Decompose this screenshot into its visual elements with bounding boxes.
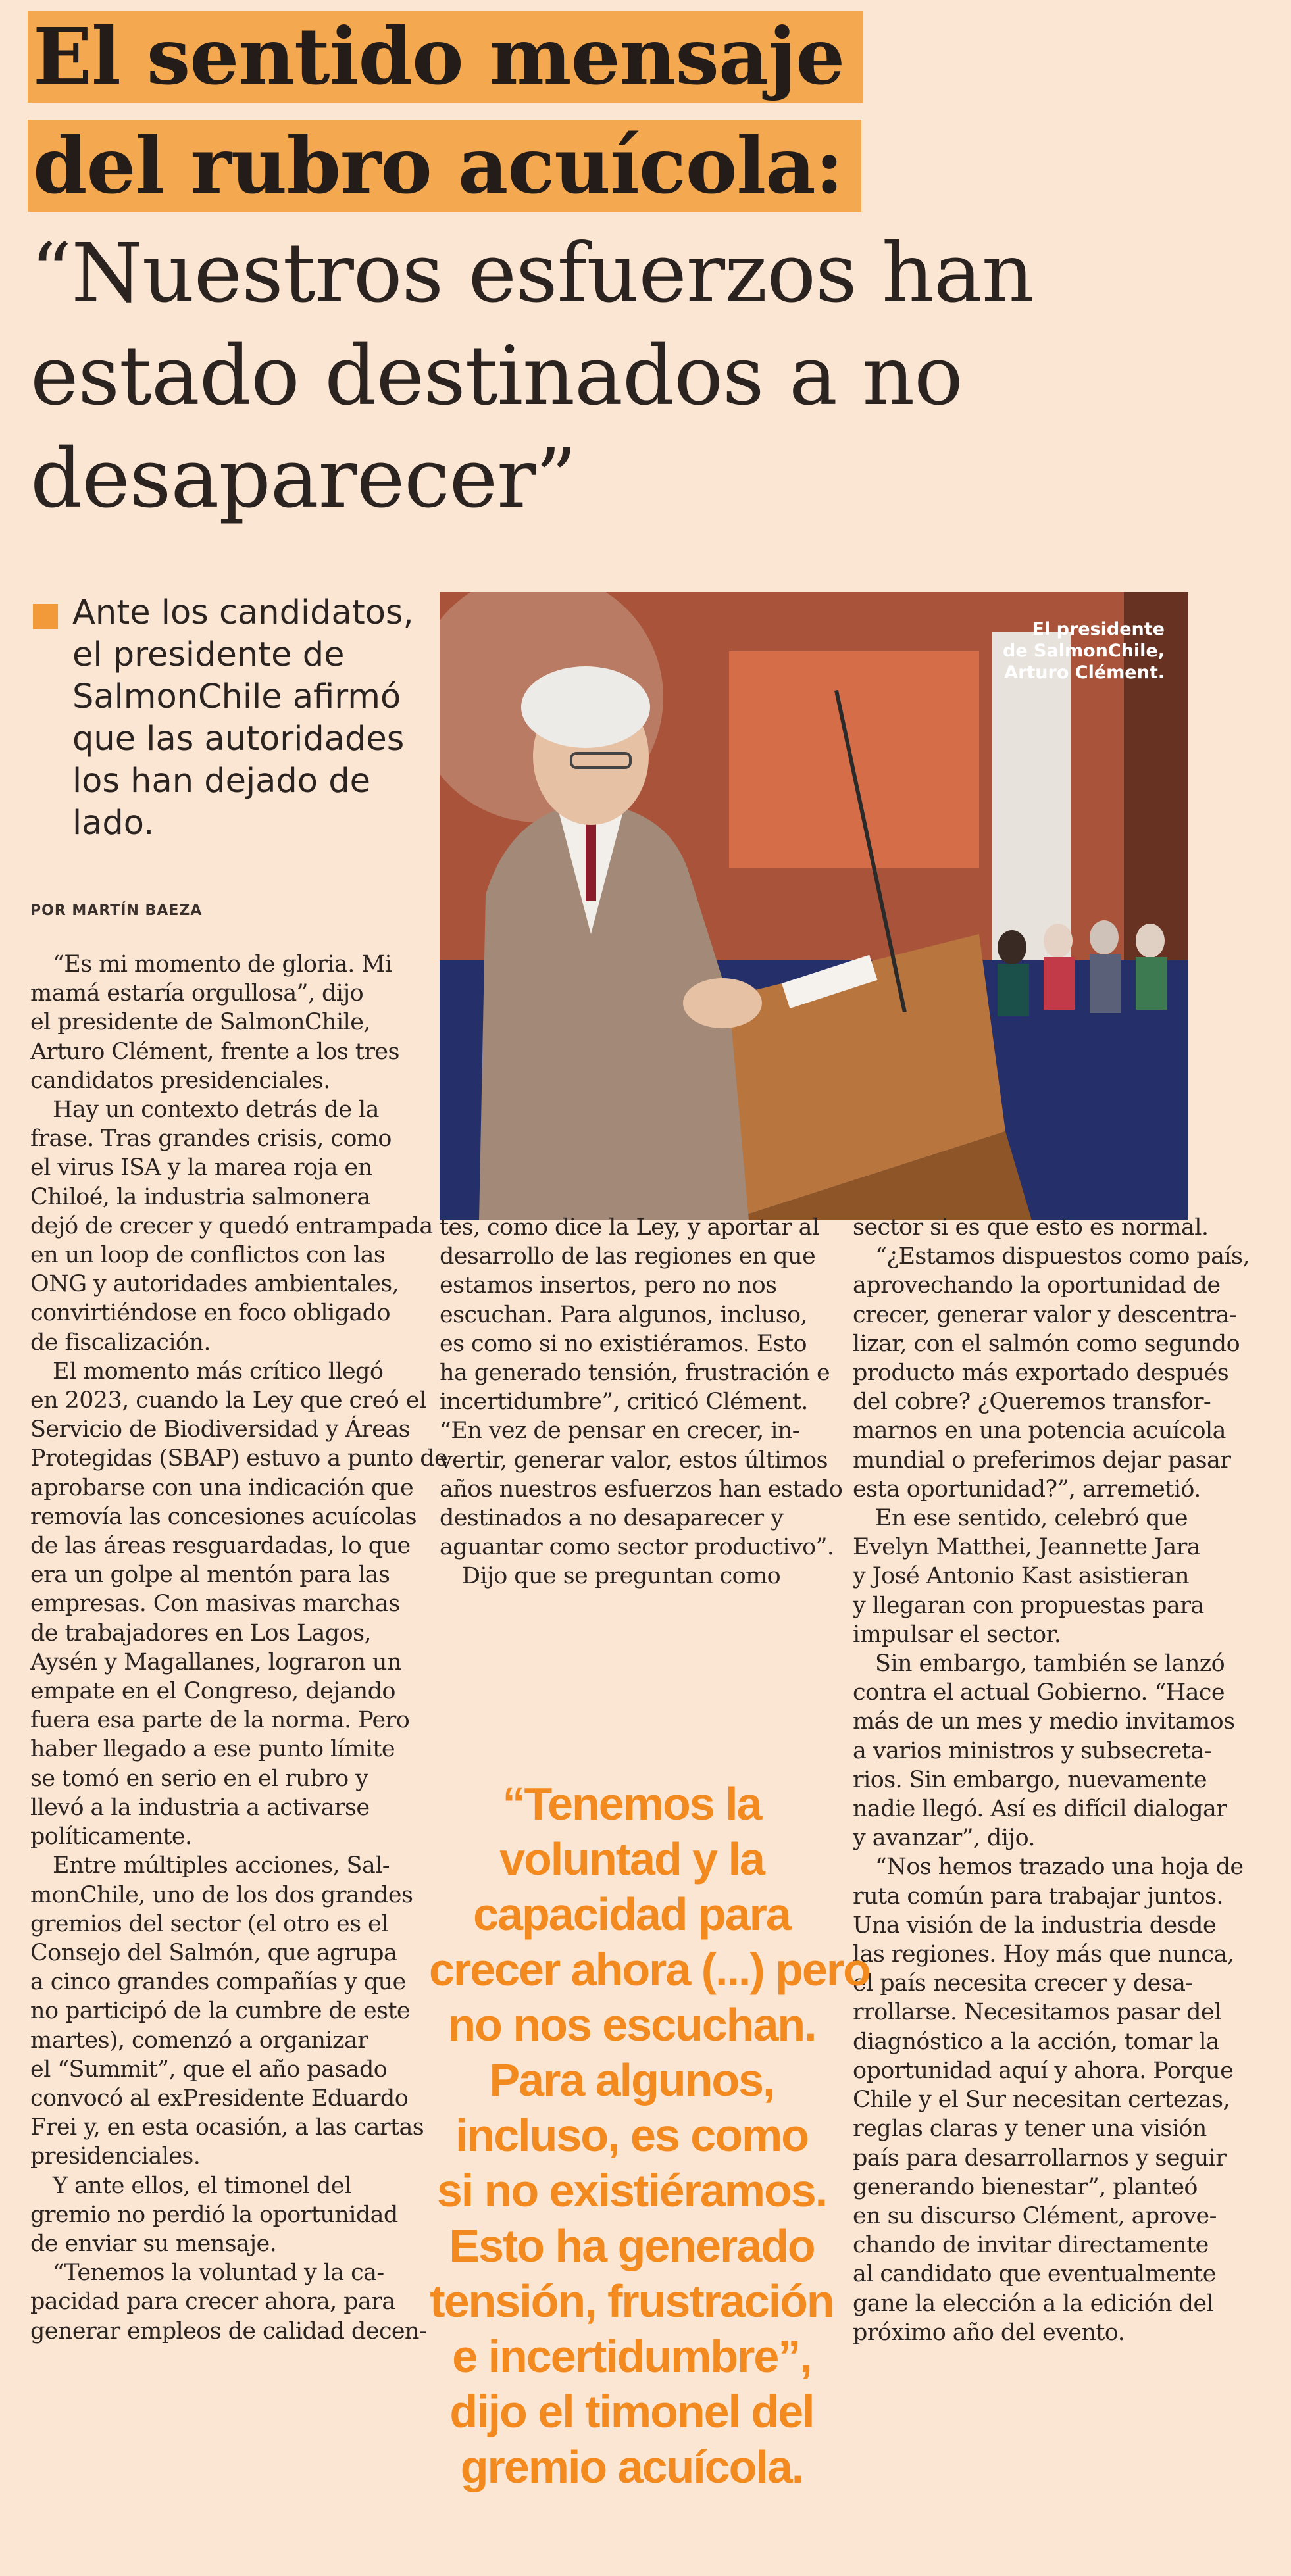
caption-line: El presidente <box>1032 619 1165 639</box>
pull-quote <box>429 1776 870 2494</box>
paragraph-line: de enviar su mensaje. <box>30 2230 277 2257</box>
paragraph-line: “Nos hemos trazado una hoja de <box>875 1854 1244 1881</box>
pull-quote-line: voluntad y la <box>499 1833 764 1885</box>
paragraph-line: vertir, generar valor, estos últimos <box>440 1447 828 1474</box>
pull-quote-line: e incertidumbre”, <box>452 2331 811 2382</box>
paragraph-line: Consejo del Salmón, que agrupa <box>30 1939 397 1966</box>
paragraph-line: Evelyn Matthei, Jeannette Jara <box>853 1534 1201 1561</box>
pull-quote-line: si no existiéramos. <box>436 2165 827 2216</box>
pull-quote-line: “Tenemos la <box>502 1778 761 1829</box>
paragraph-line: Arturo Clément, frente a los tres <box>30 1038 399 1065</box>
subheadline-line: “Nuestros esfuerzos han <box>30 226 1034 321</box>
paragraph-line: generando bienestar”, planteó <box>853 2173 1198 2200</box>
lead-line: SalmonChile afirmó <box>72 678 401 716</box>
speaker-photo <box>440 592 1188 1220</box>
paragraph-line: llevó a la industria a activarse <box>30 1794 370 1821</box>
paragraph-line: Chiloé, la industria salmonera <box>30 1183 370 1210</box>
headline-line-1: El sentido mensaje <box>28 11 863 103</box>
pull-quote-line: gremio acuícola. <box>460 2441 803 2492</box>
paragraph-line: crecer, generar valor y descentra- <box>853 1301 1237 1328</box>
paragraph-line: gremio no perdió la oportunidad <box>30 2201 398 2228</box>
photo-caption <box>1003 618 1165 683</box>
pull-quote-line: crecer ahora (...) pero <box>429 1944 870 1995</box>
paragraph-line: lizar, con el salmón como segundo <box>853 1330 1240 1357</box>
paragraph-line: rrollarse. Necesitamos pasar del <box>853 1999 1221 2026</box>
paragraph-line: esta oportunidad?”, arremetió. <box>853 1475 1201 1502</box>
paragraph-line: a varios ministros y subsecreta- <box>853 1737 1211 1764</box>
paragraph-line: en su discurso Clément, aprove- <box>853 2202 1217 2229</box>
paragraph-line: haber llegado a ese punto límite <box>30 1736 395 1763</box>
paragraph-line: del cobre? ¿Queremos transfor- <box>853 1389 1211 1416</box>
paragraph-line: de las áreas resguardadas, lo que <box>30 1533 411 1560</box>
paragraph-line: el virus ISA y la marea roja en <box>30 1154 372 1181</box>
lead-bullet-icon <box>33 604 58 629</box>
lead-line: el presidente de <box>72 635 345 674</box>
paragraph-line: el presidente de SalmonChile, <box>30 1009 370 1036</box>
paragraph-line: pacidad para crecer ahora, para <box>30 2289 395 2316</box>
pull-quote-line: incluso, es como <box>455 2110 808 2161</box>
lead-line: los han dejado de <box>72 762 370 801</box>
paragraph-line: era un golpe al mentón para las <box>30 1562 390 1589</box>
paragraph-line: producto más exportado después <box>853 1360 1229 1387</box>
subheadline-line: estado destinados a no <box>30 329 963 424</box>
paragraph-line: al candidato que eventualmente <box>853 2261 1216 2288</box>
podium-speaker-photo-icon <box>440 592 1188 1220</box>
paragraph-line: dejó de crecer y quedó entrampada <box>30 1212 433 1239</box>
paragraph-line: “En vez de pensar en crecer, in- <box>440 1418 799 1445</box>
pull-quote-line: Para algunos, <box>489 2054 774 2106</box>
paragraph-line: oportunidad aquí y ahora. Porque <box>853 2057 1234 2084</box>
paragraph-line: y llegaran con propuestas para <box>853 1592 1204 1619</box>
paragraph-line: Aysén y Magallanes, lograron un <box>30 1648 401 1675</box>
paragraph-line: Frei y, en esta ocasión, a las cartas <box>30 2114 424 2141</box>
paragraph-line: Una visión de la industria desde <box>853 1912 1216 1939</box>
pull-quote-line: capacidad para <box>473 1889 790 1940</box>
paragraph-line: “Tenemos la voluntad y la ca- <box>53 2260 384 2287</box>
paragraph-line: generar empleos de calidad decen- <box>30 2317 427 2344</box>
paragraph-line: escuchan. Para algunos, incluso, <box>440 1301 808 1328</box>
paragraph-line: rios. Sin embargo, nuevamente <box>853 1766 1207 1793</box>
paragraph-line: y avanzar”, dijo. <box>853 1825 1035 1852</box>
caption-line: Arturo Clément. <box>1004 662 1165 683</box>
paragraph-line: monChile, uno de los dos grandes <box>30 1881 413 1908</box>
paragraph-line: impulsar el sector. <box>853 1621 1061 1648</box>
paragraph-line: chando de invitar directamente <box>853 2232 1209 2259</box>
paragraph-line: el “Summit”, que el año pasado <box>30 2056 388 2083</box>
paragraph-line: destinados a no desaparecer y <box>440 1505 784 1532</box>
paragraph-line: contra el actual Gobierno. “Hace <box>853 1679 1225 1706</box>
paragraph-line: desarrollo de las regiones en que <box>440 1243 816 1270</box>
pull-quote-line: no nos escuchan. <box>447 1999 816 2050</box>
paragraph-line: convocó al exPresidente Eduardo <box>30 2085 409 2112</box>
paragraph-line: Entre múltiples acciones, Sal- <box>53 1852 390 1879</box>
pull-quote-line: dijo el timonel del <box>449 2386 814 2437</box>
paragraph-line: diagnóstico a la acción, tomar la <box>853 2028 1220 2055</box>
paragraph-line: se tomó en serio en el rubro y <box>30 1765 368 1792</box>
paragraph-line: fuera esa parte de la norma. Pero <box>30 1707 410 1734</box>
paragraph-line: empresas. Con masivas marchas <box>30 1591 400 1618</box>
paragraph-line: candidatos presidenciales. <box>30 1067 330 1094</box>
paragraph-line: país para desarrollarnos y seguir <box>853 2144 1227 2171</box>
paragraph-line: es como si no existiéramos. Esto <box>440 1330 807 1357</box>
paragraph-line: Dijo que se preguntan como <box>462 1563 781 1590</box>
paragraph-line: “Es mi momento de gloria. Mi <box>53 951 392 978</box>
article-column-2 <box>440 1213 843 1591</box>
paragraph-line: no participó de la cumbre de este <box>30 1998 411 2025</box>
paragraph-line: próximo año del evento. <box>853 2319 1125 2346</box>
paragraph-line: de trabajadores en Los Lagos, <box>30 1620 371 1647</box>
paragraph-line: En ese sentido, celebró que <box>875 1505 1188 1532</box>
paragraph-line: estamos insertos, pero no nos <box>440 1272 777 1299</box>
paragraph-line: convirtiéndose en foco obligado <box>30 1300 390 1327</box>
paragraph-line: presidenciales. <box>30 2143 201 2170</box>
paragraph-line: Chile y el Sur necesitan certezas, <box>853 2087 1230 2114</box>
paragraph-line: aprovechando la oportunidad de <box>853 1272 1221 1299</box>
paragraph-line: El momento más crítico llegó <box>53 1358 384 1385</box>
paragraph-line: Sin embargo, también se lanzó <box>875 1650 1225 1677</box>
lead-line: que las autoridades <box>72 720 405 758</box>
paragraph-line: ruta común para trabajar juntos. <box>853 1883 1223 1910</box>
lead-summary <box>72 592 415 845</box>
paragraph-line: en 2023, cuando la Ley que creó el <box>30 1387 426 1414</box>
paragraph-line: tes, como dice la Ley, y aportar al <box>440 1214 819 1241</box>
paragraph-line: a cinco grandes compañías y que <box>30 1969 406 1996</box>
paragraph-line: Y ante ellos, el timonel del <box>53 2172 351 2199</box>
paragraph-line: marnos en una potencia acuícola <box>853 1418 1226 1445</box>
paragraph-line: Hay un contexto detrás de la <box>53 1097 379 1124</box>
paragraph-line: mundial o preferimos dejar pasar <box>853 1447 1231 1474</box>
paragraph-line: “¿Estamos dispuestos como país, <box>875 1243 1250 1270</box>
paragraph-line: frase. Tras grandes crisis, como <box>30 1126 392 1152</box>
byline: POR MARTÍN BAEZA <box>30 903 203 919</box>
paragraph-line: Servicio de Biodiversidad y Áreas <box>30 1416 411 1443</box>
paragraph-line: gane la elección a la edición del <box>853 2290 1214 2317</box>
article-column-3 <box>853 1213 1250 2347</box>
article-column-1 <box>30 950 448 2346</box>
pull-quote-line: tensión, frustración <box>430 2275 834 2327</box>
paragraph-line: ha generado tensión, frustración e <box>440 1360 830 1387</box>
paragraph-line: y José Antonio Kast asistieran <box>853 1563 1189 1590</box>
paragraph-line: años nuestros esfuerzos han estado <box>440 1475 843 1502</box>
paragraph-line: gremios del sector (el otro es el <box>30 1910 388 1937</box>
paragraph-line: mamá estaría orgullosa”, dijo <box>30 980 364 1007</box>
paragraph-line: de fiscalización. <box>30 1329 211 1356</box>
lead-line: lado. <box>72 804 155 843</box>
paragraph-line: incertidumbre”, criticó Clément. <box>440 1389 808 1416</box>
subheadline <box>30 222 1248 530</box>
paragraph-line: reglas claras y tener una visión <box>853 2116 1207 2143</box>
pull-quote-line: Esto ha generado <box>449 2220 815 2271</box>
headline-line-2: del rubro acuícola: <box>28 120 861 212</box>
paragraph-line: removía las concesiones acuícolas <box>30 1503 417 1530</box>
paragraph-line: nadie llegó. Así es difícil dialogar <box>853 1796 1227 1823</box>
paragraph-line: políticamente. <box>30 1823 192 1850</box>
paragraph-line: sector si es que esto es normal. <box>853 1214 1209 1241</box>
paragraph-line: el país necesita crecer y desa- <box>853 1970 1193 1997</box>
caption-line: de SalmonChile, <box>1003 641 1165 661</box>
paragraph-line: más de un mes y medio invitamos <box>853 1708 1235 1735</box>
paragraph-line: aprobarse con una indicación que <box>30 1474 414 1501</box>
paragraph-line: empate en el Congreso, dejando <box>30 1678 395 1705</box>
lead-line: Ante los candidatos, <box>72 593 414 632</box>
paragraph-line: martes), comenzó a organizar <box>30 2027 368 2054</box>
subheadline-line: desaparecer” <box>30 432 576 526</box>
paragraph-line: ONG y autoridades ambientales, <box>30 1271 399 1298</box>
paragraph-line: aguantar como sector productivo”. <box>440 1534 834 1561</box>
paragraph-line: Protegidas (SBAP) estuvo a punto de <box>30 1445 448 1472</box>
paragraph-line: las regiones. Hoy más que nunca, <box>853 1941 1234 1968</box>
paragraph-line: en un loop de conflictos con las <box>30 1242 386 1269</box>
